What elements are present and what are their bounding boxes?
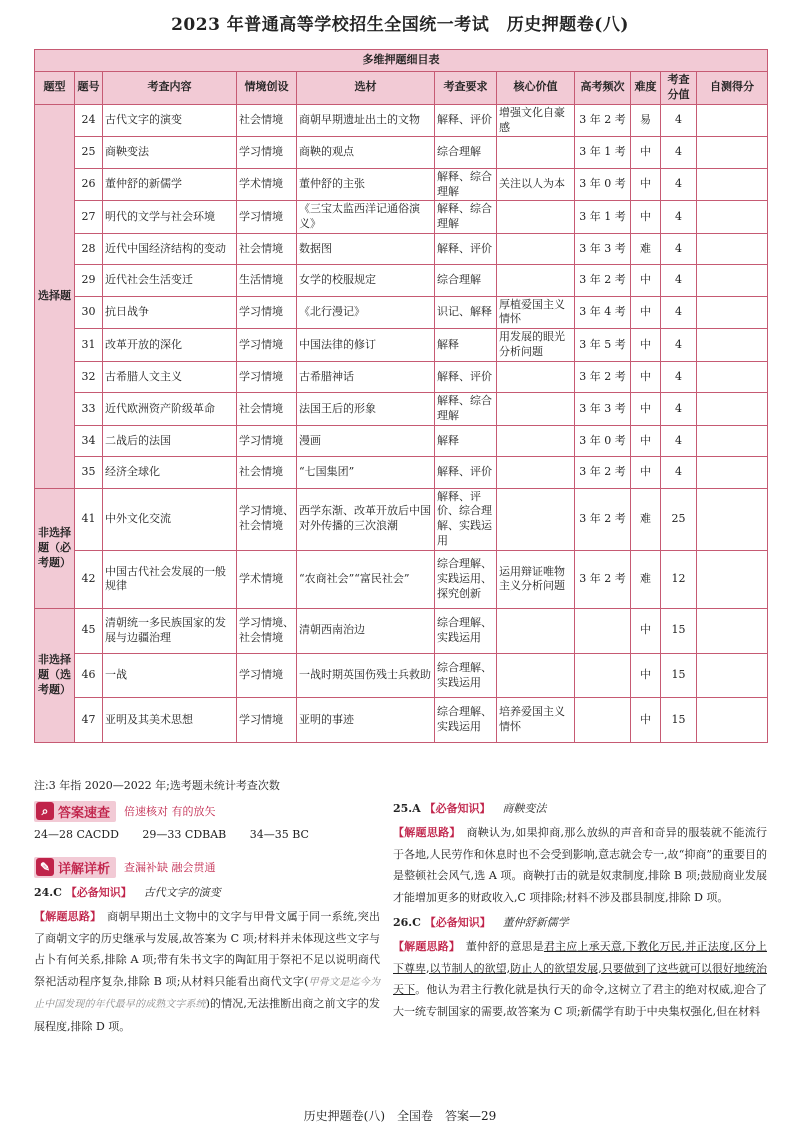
table-row [35,393,768,426]
table-cell: 4 [661,137,697,168]
table-cell: 清朝西南治边 [297,608,435,653]
table-cell: 难 [631,488,661,550]
table-cell: 4 [661,265,697,296]
question-topic: 古代文字的演变 [143,886,221,899]
table-cell: 学习情境 [237,296,297,329]
table-cell: 中国法律的修订 [297,329,435,362]
table-cell: 3 年 1 考 [575,201,631,234]
table-cell [697,426,768,457]
table-cell [697,653,768,698]
table-cell: 15 [661,653,697,698]
table-cell: 28 [75,234,103,265]
table-cell: 古希腊神话 [297,362,435,393]
analysis-text: 商朝早期出土文物中的文字与甲骨文属于同一系统,突出了商朝文字的历史继承与发展,故答案为 C 项;材料并未体现这些文字与占卜有何关系,排除 A 项;带有朱书文字的陶缸用于祭祀不足以说明商代祭祀活动程序复杂,排除 B 项;从材料只能看出商代文字( [34,910,381,988]
table-cell: 32 [75,362,103,393]
table-cell: 抗日战争 [103,296,237,329]
table-cell: 亚明的事迹 [297,698,435,743]
table-cell: 中 [631,137,661,168]
answer-quick-sub: 倍速核对 有的放矢 [124,805,216,818]
table-cell: 34 [75,426,103,457]
table-cell [697,265,768,296]
table-cell [497,393,575,426]
table-cell: 25 [75,137,103,168]
answer-group: 24—28 CACDD [34,828,119,841]
left-column [34,800,380,1037]
analysis-note: 甲骨文是迄今为止中国发现的年代最早的成熟文字系统 [34,976,380,1010]
table-row [35,653,768,698]
table-cell: 识记、解释 [435,296,497,329]
table-cell [497,201,575,234]
table-cell [697,698,768,743]
table-cell [697,104,768,137]
question-24-analysis [34,906,380,1037]
table-cell: 综合理解、实践运用、探究创新 [435,550,497,608]
table-cell: 4 [661,457,697,488]
table-cell: 26 [75,168,103,201]
right-column [393,800,767,1022]
table-cell: 学习情境、社会情境 [237,488,297,550]
table-cell: 解释、评价 [435,457,497,488]
table-cell: 近代社会生活变迁 [103,265,237,296]
table-cell: 解释、综合理解 [435,201,497,234]
table-cell: 商朝早期遗址出土的文物 [297,104,435,137]
column-header: 考查内容 [103,72,237,105]
column-header: 考查分值 [661,72,697,105]
table-row [35,168,768,201]
table-cell: 15 [661,608,697,653]
table-cell: 中 [631,426,661,457]
analysis-text: 商鞅认为,如果抑商,那么放纵的声音和奇异的服装就不能流行于各地,人民劳作和休息时也不会受到影响,意志就会专一,故“抑商”的重要目的是整顿社会风气,选 A 项。商鞅打击的就是奴隶制度,排除 B 项;鼓励商业发展才能增加更多的财政收入,C 项排除;材料不涉及郡县制度,排除 D 项。 [393,826,768,904]
table-cell [575,608,631,653]
table-cell: 关注以人为本 [497,168,575,201]
table-cell: 古代文字的演变 [103,104,237,137]
table-cell: 35 [75,457,103,488]
table-cell: 27 [75,201,103,234]
table-cell: 厚植爱国主义情怀 [497,296,575,329]
table-cell: 中 [631,393,661,426]
table-cell: 学习情境 [237,201,297,234]
table-cell: 学习情境 [237,698,297,743]
table-cell: 综合理解、实践运用 [435,608,497,653]
table-cell: 4 [661,393,697,426]
analysis-text-end: )的情况,无法推断出商之前文字的发展程度,排除 D 项。 [34,997,380,1033]
table-cell: 4 [661,296,697,329]
question-type-cell: 非选择题（必考题） [35,488,75,608]
table-cell: 二战后的法国 [103,426,237,457]
table-cell: 综合理解、实践运用 [435,698,497,743]
table-cell: 33 [75,393,103,426]
table-cell: 解释、评价 [435,104,497,137]
table-cell: 综合理解 [435,137,497,168]
column-header: 情境创设 [237,72,297,105]
table-row [35,457,768,488]
table-cell: 清朝统一多民族国家的发展与边疆治理 [103,608,237,653]
table-cell [497,457,575,488]
table-note: 注:3 年指 2020—2022 年;选考题未统计考查次数 [34,779,280,792]
table-cell: 15 [661,698,697,743]
table-cell: 3 年 2 考 [575,362,631,393]
table-cell: 中 [631,201,661,234]
table-cell: 3 年 0 考 [575,168,631,201]
table-cell: 解释 [435,426,497,457]
table-cell [497,234,575,265]
table-cell [697,329,768,362]
table-row [35,698,768,743]
table-cell: 中外文化交流 [103,488,237,550]
question-25-head [393,800,767,818]
table-cell: 4 [661,104,697,137]
question-26-analysis [393,936,767,1022]
table-cell: 运用辩证唯物主义分析问题 [497,550,575,608]
table-cell: 改革开放的深化 [103,329,237,362]
table-cell [497,426,575,457]
table-cell: 3 年 2 考 [575,104,631,137]
table-cell: 董仲舒的主张 [297,168,435,201]
table-cell [697,168,768,201]
table-cell [497,488,575,550]
table-cell [697,550,768,608]
table-cell: 培养爱国主义情怀 [497,698,575,743]
table-cell: 41 [75,488,103,550]
table-cell: 中 [631,362,661,393]
table-cell: 《北行漫记》 [297,296,435,329]
table-cell: 明代的文学与社会环境 [103,201,237,234]
table-cell: “七国集团” [297,457,435,488]
table-cell: 46 [75,653,103,698]
table-row [35,104,768,137]
table-cell: 45 [75,608,103,653]
detail-badge [34,857,116,878]
table-cell [697,608,768,653]
table-row [35,137,768,168]
table-cell: 西学东渐、改革开放后中国对外传播的三次浪潮 [297,488,435,550]
table-cell: 解释、评价 [435,362,497,393]
page-footer: 历史押题卷(八) 全国卷 答案—29 [303,1109,497,1123]
table-row [35,426,768,457]
table-cell: 董仲舒的新儒学 [103,168,237,201]
table-cell: 难 [631,550,661,608]
table-cell: 一战时期英国伤残士兵救助 [297,653,435,698]
table-cell: 4 [661,201,697,234]
table-cell [575,653,631,698]
table-cell: 解释、评价 [435,234,497,265]
table-cell: 中 [631,608,661,653]
table-cell [697,457,768,488]
table-cell: 30 [75,296,103,329]
column-header: 难度 [631,72,661,105]
answer-list [34,828,380,850]
table-cell [697,201,768,234]
question-25-analysis [393,822,767,908]
knowledge-tag: 【必备知识】 [65,886,132,899]
table-cell: 用发展的眼光分析问题 [497,329,575,362]
analysis-text-end: 。他认为君主行教化就是执行天的命令,这树立了君主的绝对权威,迎合了大一统专制国家的需要,故答案为 C 项;新儒学有助于中央集权强化,但在材料 [393,983,768,1018]
table-cell: 中国古代社会发展的一般规律 [103,550,237,608]
table-cell: 难 [631,234,661,265]
table-cell [497,265,575,296]
analysis-label: 【解题思路】 [34,910,96,923]
table-row [35,362,768,393]
table-cell: 3 年 0 考 [575,426,631,457]
table-cell: 中 [631,457,661,488]
page-title: 2023 年普通高等学校招生全国统一考试 历史押题卷(八) [171,15,629,35]
table-cell: 生活情境 [237,265,297,296]
table-row [35,234,768,265]
table-cell [697,137,768,168]
table-cell: 3 年 2 考 [575,488,631,550]
table-cell [575,698,631,743]
specification-table [34,49,767,743]
table-cell: 经济全球化 [103,457,237,488]
table-cell: 解释、评价、综合理解、实践运用 [435,488,497,550]
column-header: 题型 [35,72,75,105]
table-cell: 3 年 4 考 [575,296,631,329]
question-type-cell: 非选择题（选考题） [35,608,75,742]
answer-quick-badge [34,801,116,822]
table-cell: 数据图 [297,234,435,265]
table-cell [497,362,575,393]
answer-group: 34—35 BC [249,828,309,841]
table-cell: 中 [631,698,661,743]
table-cell: 中 [631,296,661,329]
table-cell: 商鞅变法 [103,137,237,168]
table-cell: 《三宝太监西洋记通俗演义》 [297,201,435,234]
question-26-head [393,914,767,932]
detail-label: 详解详析 [58,861,111,877]
analysis-underlined: 君主应上承天意,下教化万民,并正法度,区分上下尊卑,以节制人的欲望,防止人的欲望发展,只要做到了这些就可以很好地统治天下 [393,940,767,996]
knowledge-tag: 【必备知识】 [424,916,491,929]
table-cell: 中 [631,653,661,698]
question-number: 24.C [34,886,62,899]
column-header: 自测得分 [697,72,768,105]
table-cell: 3 年 3 考 [575,234,631,265]
table-cell: 古希腊人文主义 [103,362,237,393]
table-cell: 3 年 2 考 [575,265,631,296]
table-cell: 解释、综合理解 [435,393,497,426]
table-cell: 近代欧洲资产阶级革命 [103,393,237,426]
knowledge-tag: 【必备知识】 [424,802,491,815]
table-cell [497,137,575,168]
table-cell: 女学的校服规定 [297,265,435,296]
table-cell: 3 年 1 考 [575,137,631,168]
document-icon: ✎ [36,858,54,876]
column-header: 考查要求 [435,72,497,105]
table-cell [697,488,768,550]
column-header: 核心价值 [497,72,575,105]
question-type-cell: 选择题 [35,104,75,488]
table-row [35,488,768,550]
question-topic: 商鞅变法 [502,802,547,815]
table-cell: 29 [75,265,103,296]
table-cell: 解释 [435,329,497,362]
table-cell: 学习情境 [237,329,297,362]
table-row [35,608,768,653]
table-cell [697,296,768,329]
table-cell: 42 [75,550,103,608]
column-header: 题号 [75,72,103,105]
table-cell: 学习情境 [237,653,297,698]
analysis-label: 【解题思路】 [393,940,455,953]
column-header: 选材 [297,72,435,105]
table-cell: 社会情境 [237,393,297,426]
table-cell: 近代中国经济结构的变动 [103,234,237,265]
table-cell: 4 [661,234,697,265]
table-cell: 法国王后的形象 [297,393,435,426]
table-cell: 一战 [103,653,237,698]
answer-group: 29—33 CDBAB [142,828,227,841]
table-cell: 中 [631,168,661,201]
table-cell: 4 [661,426,697,457]
table-cell: 社会情境 [237,457,297,488]
answer-quick-banner [34,800,380,822]
table-cell: 24 [75,104,103,137]
table-cell: 3 年 5 考 [575,329,631,362]
table-row [35,550,768,608]
table-cell: 3 年 3 考 [575,393,631,426]
table-cell: 亚明及其美术思想 [103,698,237,743]
question-24-head [34,884,380,902]
table-cell: 学习情境 [237,426,297,457]
table-caption: 多维押题细目表 [35,50,768,72]
table-row [35,329,768,362]
table-row [35,296,768,329]
table-cell: 31 [75,329,103,362]
detail-banner [34,856,380,878]
table-cell: 解释、综合理解 [435,168,497,201]
table-cell: 学习情境、社会情境 [237,608,297,653]
table-cell: 社会情境 [237,104,297,137]
table-cell [697,362,768,393]
table-cell: 易 [631,104,661,137]
analysis-text: 董仲舒的意思是 [465,940,544,953]
table-row [35,265,768,296]
table-cell: 社会情境 [237,234,297,265]
table-cell: 漫画 [297,426,435,457]
analysis-label: 【解题思路】 [393,826,456,839]
table-cell: 3 年 2 考 [575,457,631,488]
table-cell [697,393,768,426]
table-cell: 学术情境 [237,550,297,608]
answer-quick-label: 答案速查 [58,805,111,821]
table-cell: 中 [631,329,661,362]
table-cell: 综合理解 [435,265,497,296]
table-cell [497,608,575,653]
table-cell: 增强文化自豪感 [497,104,575,137]
question-number: 25.A [393,802,421,815]
table-cell [697,234,768,265]
table-cell: 学习情境 [237,137,297,168]
column-header: 高考频次 [575,72,631,105]
table-cell: 学习情境 [237,362,297,393]
table-cell: 学术情境 [237,168,297,201]
table-cell: 4 [661,168,697,201]
question-topic: 董仲舒新儒学 [502,916,569,929]
table-cell: 中 [631,265,661,296]
table-cell: 25 [661,488,697,550]
table-row [35,201,768,234]
table-cell [497,653,575,698]
table-cell: 4 [661,329,697,362]
table-cell: “农商社会”“富民社会” [297,550,435,608]
table-cell: 综合理解、实践运用 [435,653,497,698]
table-cell: 商鞅的观点 [297,137,435,168]
table-cell: 12 [661,550,697,608]
table-cell: 47 [75,698,103,743]
question-number: 26.C [393,916,421,929]
detail-sub: 查漏补缺 融会贯通 [124,861,216,874]
search-icon: ⌕ [36,802,54,820]
table-cell: 3 年 2 考 [575,550,631,608]
table-cell: 4 [661,362,697,393]
